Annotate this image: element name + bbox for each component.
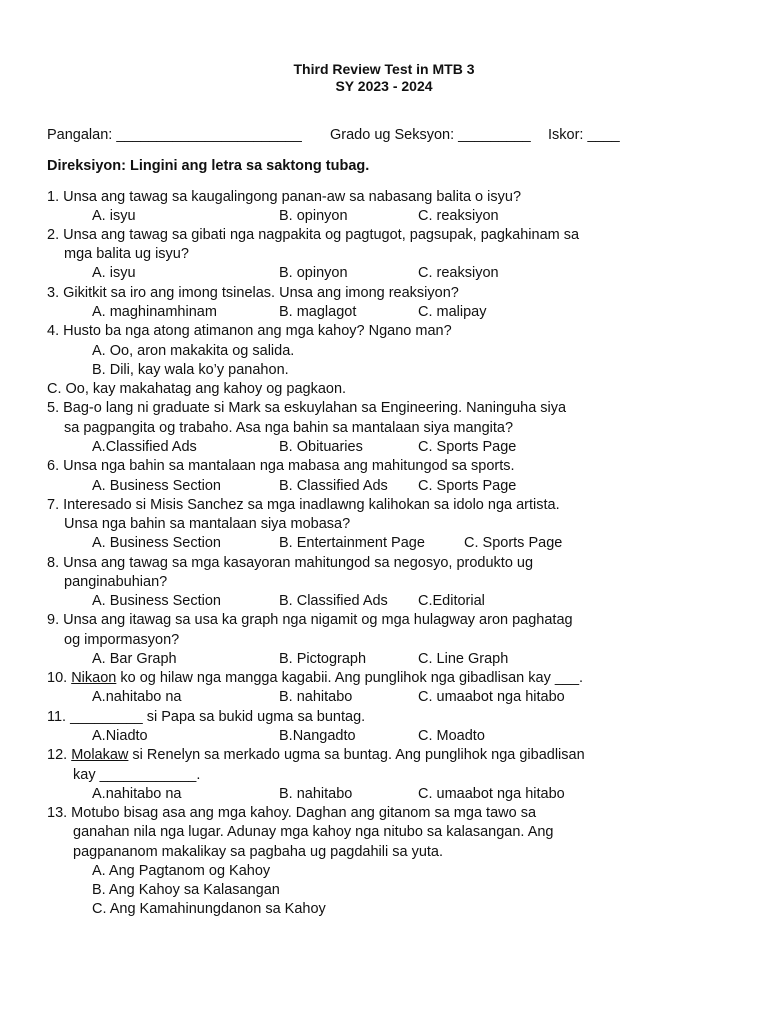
school-year: SY 2023 - 2024 [335, 78, 433, 94]
q13-option-b: B. Ang Kahoy sa Kalasangan [92, 882, 280, 898]
q3-option-a: A. maghinamhinam [92, 304, 217, 320]
question-12 [47, 746, 585, 765]
q7-option-c: C. Sports Page [464, 535, 563, 551]
q6-option-c: C. Sports Page [418, 478, 517, 494]
question-9-cont: og impormasyon? [64, 632, 180, 648]
question-8: 8. Unsa ang tawag sa mga kasayoran mahitungod sa negosyo, produkto ug [47, 555, 534, 571]
question-5: 5. Bag-o lang ni graduate si Mark sa eskuylahan sa Engineering. Naninguha siya [47, 400, 567, 416]
score-field: Iskor: ____ [548, 127, 620, 143]
q13-option-c: C. Ang Kamahinungdanon sa Kahoy [92, 901, 326, 917]
name-field: Pangalan: _______________________ [47, 127, 302, 143]
question-10 [47, 669, 583, 688]
question-12-number: 12. [47, 747, 72, 763]
question-10-number: 10. [47, 670, 72, 686]
question-1: 1. Unsa ang tawag sa kaugalingong panan-aw sa nabasang balita o isyu? [47, 189, 522, 205]
q11-option-b: B.Nangadto [279, 728, 356, 744]
q4-option-a: A. Oo, aron makakita og salida. [92, 343, 295, 359]
q10-option-c: C. umaabot nga hitabo [418, 689, 565, 705]
q7-option-a: A. Business Section [92, 535, 221, 551]
q8-option-a: A. Business Section [92, 593, 221, 609]
q12-option-c: C. umaabot nga hitabo [418, 786, 565, 802]
q8-option-b: B. Classified Ads [279, 593, 388, 609]
question-4: 4. Husto ba nga atong atimanon ang mga kahoy? Ngano man? [47, 323, 452, 339]
q3-option-b: B. maglagot [279, 304, 357, 320]
q10-option-b: B. nahitabo [279, 689, 353, 705]
q8-option-c: C.Editorial [418, 593, 485, 609]
q9-option-b: B. Pictograph [279, 651, 367, 667]
question-12-cont: kay ____________. [73, 767, 201, 783]
question-8-cont: panginabuhian? [64, 574, 168, 590]
q9-option-c: C. Line Graph [418, 651, 509, 667]
question-7-cont: Unsa nga bahin sa mantalaan siya mobasa? [64, 516, 351, 532]
q2-option-c: C. reaksiyon [418, 265, 499, 281]
q11-option-c: C. Moadto [418, 728, 485, 744]
question-7: 7. Interesado si Misis Sanchez sa mga inadlawng kalihokan sa idolo nga artista. [47, 497, 560, 513]
q10-option-a: A.nahitabo na [92, 689, 182, 705]
directions: Direksiyon: Lingini ang letra sa saktong tubag. [47, 158, 370, 174]
question-13: 13. Motubo bisag asa ang mga kahoy. Daghan ang gitanom sa mga tawo sa [47, 805, 537, 821]
question-13-cont-1: ganahan nila nga lugar. Adunay mga kahoy nga nitubo sa kalasangan. Ang [73, 824, 554, 840]
q5-option-c: C. Sports Page [418, 439, 517, 455]
question-10-underlined-verb: Nikaon [71, 670, 117, 686]
question-10-text: ko og hilaw nga mangga kagabii. Ang punglihok nga gibadlisan kay ___. [116, 670, 584, 686]
q7-option-b: B. Entertainment Page [279, 535, 425, 551]
q4-option-b: B. Dili, kay wala ko’y panahon. [92, 362, 289, 378]
q2-option-b: B. opinyon [279, 265, 348, 281]
q11-option-a: A.Niadto [92, 728, 148, 744]
q4-option-c: C. Oo, kay makahatag ang kahoy og pagkaon. [47, 381, 347, 397]
q6-option-b: B. Classified Ads [279, 478, 388, 494]
grade-section-field: Grado ug Seksyon: _________ [330, 127, 531, 143]
page-title: Third Review Test in MTB 3 [293, 61, 475, 77]
q12-option-a: A.nahitabo na [92, 786, 182, 802]
q6-option-a: A. Business Section [92, 478, 221, 494]
q1-option-b: B. opinyon [279, 208, 348, 224]
q2-option-a: A. isyu [92, 265, 136, 281]
question-13-cont-2: pagpananom makalikay sa pagbaha ug pagdahili sa yuta. [73, 844, 444, 860]
q1-option-c: C. reaksiyon [418, 208, 499, 224]
question-5-cont: sa pagpangita og trabaho. Asa nga bahin sa mantalaan siya mangita? [64, 420, 514, 436]
question-3: 3. Gikitkit sa iro ang imong tsinelas. Unsa ang imong reaksiyon? [47, 285, 459, 301]
q5-option-b: B. Obituaries [279, 439, 363, 455]
question-2: 2. Unsa ang tawag sa gibati nga nagpakita og pagtugot, pagsupak, pagkahinam sa [47, 227, 580, 243]
q12-option-b: B. nahitabo [279, 786, 353, 802]
q3-option-c: C. malipay [418, 304, 487, 320]
question-9: 9. Unsa ang itawag sa usa ka graph nga nigamit og mga hulagway aron paghatag [47, 612, 573, 628]
q13-option-a: A. Ang Pagtanom og Kahoy [92, 863, 271, 879]
question-2-cont: mga balita ug isyu? [64, 246, 189, 262]
q1-option-a: A. isyu [92, 208, 136, 224]
question-12-text: si Renelyn sa merkado ugma sa buntag. Ang punglihok nga gibadlisan [128, 747, 585, 763]
question-11: 11. _________ si Papa sa bukid ugma sa buntag. [47, 709, 366, 725]
q9-option-a: A. Bar Graph [92, 651, 177, 667]
question-6: 6. Unsa nga bahin sa mantalaan nga mabasa ang mahitungod sa sports. [47, 458, 515, 474]
q5-option-a: A.Classified Ads [92, 439, 197, 455]
question-12-underlined-verb: Molakaw [71, 747, 129, 763]
